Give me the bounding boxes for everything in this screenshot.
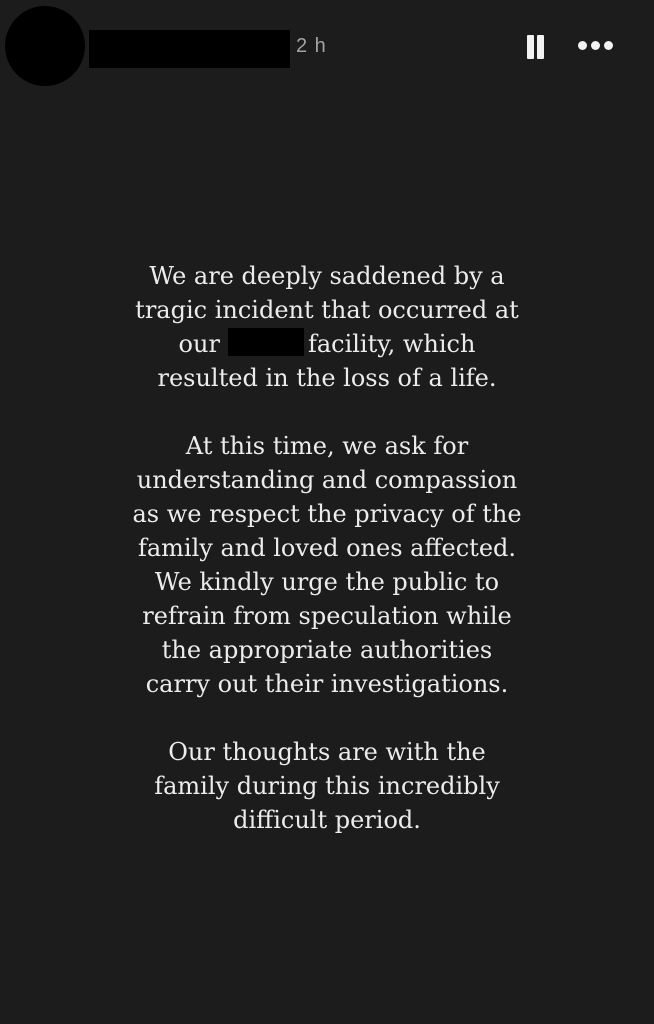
username-redacted[interactable] [89, 30, 290, 68]
statement-line: Our thoughts are with the [168, 738, 486, 766]
statement-line: understanding and compassion [136, 466, 518, 494]
statement-line: We kindly urge the public to [154, 568, 500, 596]
statement-line: difficult period. [233, 806, 421, 834]
story-timestamp: 2 h [296, 35, 327, 57]
statement-paragraph-3 [0, 735, 654, 837]
statement-text: facility, which [307, 330, 476, 358]
avatar[interactable] [5, 6, 85, 86]
story-statement-text [0, 259, 654, 871]
more-options-button[interactable] [574, 33, 618, 59]
statement-line: resulted in the loss of a life. [157, 364, 497, 392]
statement-line: tragic incident that occurred at [135, 296, 519, 324]
statement-line [0, 327, 654, 361]
statement-paragraph-2 [0, 429, 654, 701]
more-options-icon [578, 41, 587, 50]
redacted-name [228, 328, 304, 356]
statement-line: refrain from speculation while [142, 602, 512, 630]
statement-paragraph-1 [0, 259, 654, 395]
statement-line: We are deeply saddened by a [149, 262, 505, 290]
statement-line: family and loved ones affected. [137, 534, 517, 562]
statement-line: the appropriate authorities [161, 636, 493, 664]
pause-icon [527, 35, 534, 59]
pause-button[interactable] [521, 30, 549, 64]
statement-line: as we respect the privacy of the [132, 500, 522, 528]
statement-text: our [178, 330, 220, 358]
statement-line: family during this incredibly [154, 772, 500, 800]
story-header [0, 0, 654, 90]
statement-line: At this time, we ask for [185, 432, 469, 460]
statement-line: carry out their investigations. [145, 670, 509, 698]
